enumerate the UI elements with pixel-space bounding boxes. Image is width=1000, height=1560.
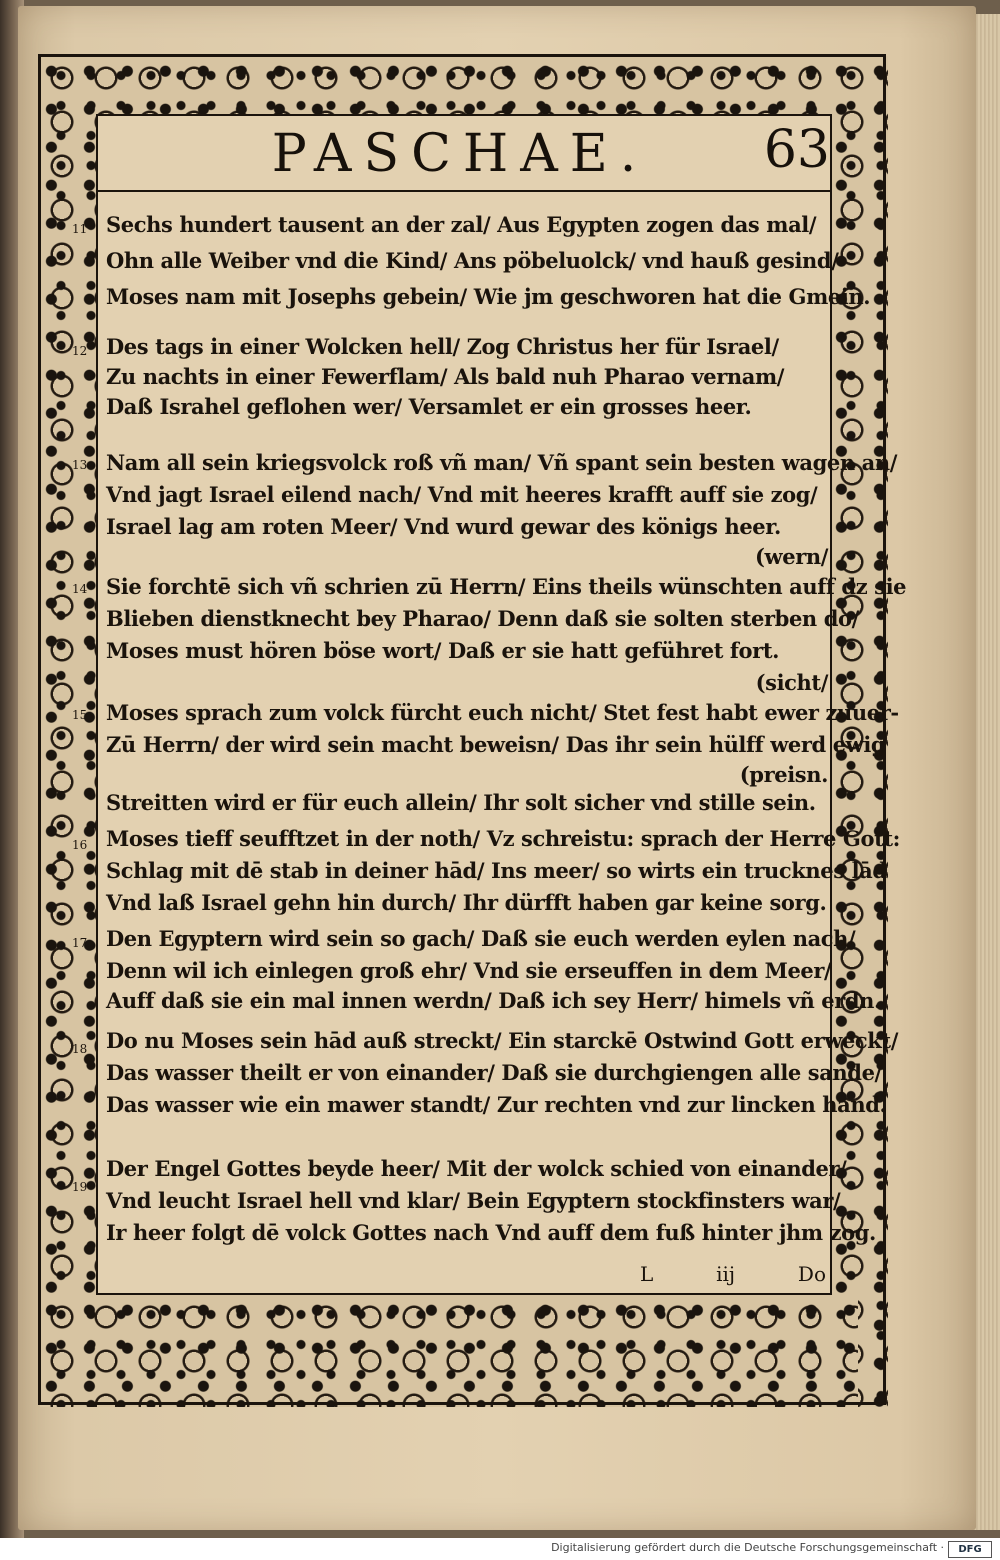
verse-number: 11: [72, 222, 88, 236]
verse-line: Moses nam mit Josephs gebein/ Wie jm geschworen hat die Gmein.: [106, 284, 871, 309]
verse-turnover: (preisn.: [739, 762, 828, 787]
verse-number: 14: [72, 582, 88, 596]
verse-line: Sechs hundert tausent an der zal/ Aus Egypten zogen das mal/: [106, 212, 817, 237]
verse-line: Vnd jagt Israel eilend nach/ Vnd mit heeres krafft auff sie zog/: [106, 482, 818, 507]
verse-line: Nam all sein kriegsvolck roß vñ man/ Vñ spant sein besten wagen an/: [106, 450, 898, 475]
verse-number: 12: [72, 344, 88, 358]
verse-turnover: (sicht/: [755, 670, 828, 695]
verse-number: 16: [72, 838, 88, 852]
verse-line: Moses sprach zum volck fürcht euch nicht/ Stet fest habt ewer zuuer-: [106, 700, 899, 725]
verse-line: Zū Herrn/ der wird sein macht beweisn/ Das ihr sein hülff werd ewig: [106, 732, 886, 757]
verse-line: Das wasser theilt er von einander/ Daß sie durchgiengen alle sande/: [106, 1060, 882, 1085]
verse-number: 18: [72, 1042, 88, 1056]
verse-line: Streitten wird er für euch allein/ Ihr solt sicher vnd stille sein.: [106, 790, 816, 815]
verse-line: Zu nachts in einer Fewerflam/ Als bald nuh Pharao vernam/: [106, 364, 785, 389]
verse-number: 19: [72, 1180, 88, 1194]
verse-line: Auff daß sie ein mal innen werdn/ Daß ich sey Herr/ himels vñ erdn.: [106, 988, 881, 1013]
verse-line: Des tags in einer Wolcken hell/ Zog Christus her für Israel/: [106, 334, 779, 359]
verse-line: Vnd laß Israel gehn hin durch/ Ihr dürfft haben gar keine sorg.: [106, 890, 827, 915]
verse-line: Daß Israhel geflohen wer/ Versamlet er ein grosses heer.: [106, 394, 752, 419]
verse-line: Sie forchtē sich vñ schrien zū Herrn/ Eins theils wünschten auff dz sie: [106, 574, 907, 599]
verse-line: Moses must hören böse wort/ Daß er sie hatt geführet fort.: [106, 638, 780, 663]
verse-line: Ohn alle Weiber vnd die Kind/ Ans pöbeluolck/ vnd hauß gesind/: [106, 248, 839, 273]
verse-line: Israel lag am roten Meer/ Vnd wurd gewar des königs heer.: [106, 514, 781, 539]
signature-mark: L: [640, 1262, 654, 1286]
signature-catchword: [640, 1262, 826, 1286]
verse-line: Den Egyptern wird sein so gach/ Daß sie euch werden eylen nach/: [106, 926, 856, 951]
verse-line: Moses tieff seufftzet in der noth/ Vz schreistu: sprach der Herre Gott:: [106, 826, 901, 851]
verse-line: Do nu Moses sein hād auß streckt/ Ein starckē Ostwind Gott erweckt/: [106, 1028, 898, 1053]
digitization-credit: Digitalisierung gefördert durch die Deutsche Forschungsgemeinschaft ·: [551, 1541, 944, 1554]
verse-number: 13: [72, 458, 88, 472]
verse-line: Ir heer folgt dē volck Gottes nach Vnd auff dem fuß hinter jhm zog.: [106, 1220, 876, 1245]
verse-line: Blieben dienstknecht bey Pharao/ Denn daß sie solten sterben do/: [106, 606, 859, 631]
verse-line: Der Engel Gottes beyde heer/ Mit der wolck schied von einander/: [106, 1156, 847, 1181]
signature-number: iij: [716, 1262, 736, 1286]
dfg-logo: DFG: [948, 1541, 992, 1558]
verse-line: Schlag mit dē stab in deiner hād/ Ins meer/ so wirts ein trucknes lād: [106, 858, 887, 883]
verse-line: Das wasser wie ein mawer standt/ Zur rechten vnd zur lincken hand.: [106, 1092, 887, 1117]
catchword: Do: [797, 1262, 826, 1286]
verse-number: 15: [72, 708, 88, 722]
verse-line: Vnd leucht Israel hell vnd klar/ Bein Egyptern stockfinsters war/: [106, 1188, 841, 1213]
verse-line: Denn wil ich einlegen groß ehr/ Vnd sie erseuffen in dem Meer/: [106, 958, 832, 983]
page-number: 63: [763, 120, 830, 180]
running-head: PASCHAE.: [271, 124, 649, 184]
verse-turnover: (wern/: [755, 544, 828, 569]
verse-number: 17: [72, 936, 88, 950]
